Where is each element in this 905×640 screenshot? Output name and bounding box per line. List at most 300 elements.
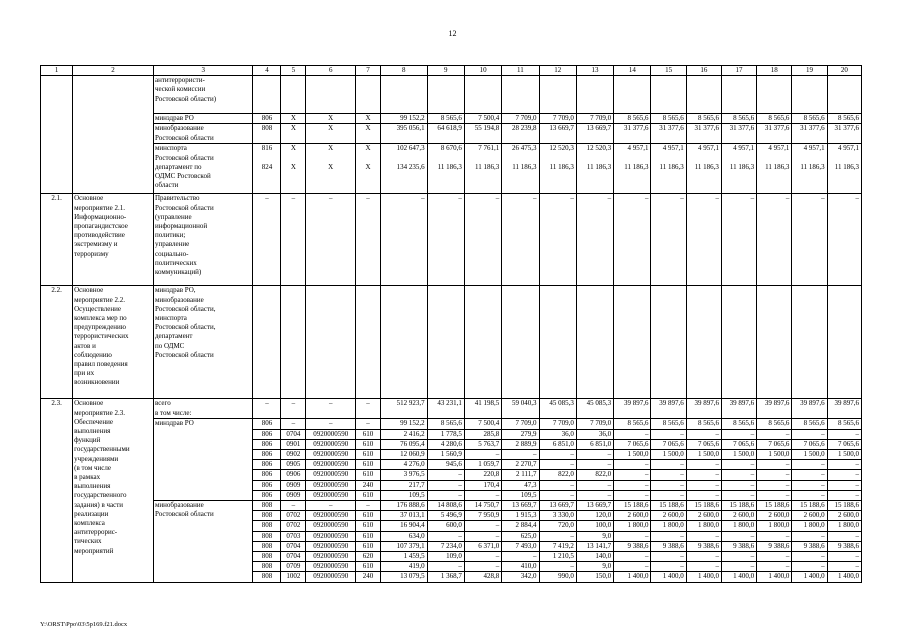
value-cell: 8 565,6 xyxy=(757,419,792,429)
empty-cell xyxy=(306,76,356,114)
empty-cell xyxy=(576,286,613,399)
text-line: минобразование xyxy=(154,124,204,133)
value-cell: 13 669,7 xyxy=(576,501,613,511)
text-line: экстремизму и xyxy=(74,240,118,249)
value-cell: 1 400,0 xyxy=(721,572,756,582)
executor-cell xyxy=(153,501,253,583)
measure-name xyxy=(73,399,154,582)
value-cell: 1 800,0 xyxy=(792,521,827,531)
value-cell: 100,0 xyxy=(576,521,613,531)
stacked-value: 4 957,1 xyxy=(697,144,719,153)
value-cell: – xyxy=(827,490,861,500)
value-cell: 1 915,3 xyxy=(502,511,539,521)
stacked-value: 4 957,1 xyxy=(627,144,649,153)
text-line: минобразование xyxy=(154,501,204,510)
text-line: Основное xyxy=(74,286,104,295)
value-cell: – xyxy=(651,194,686,286)
value-cell: 1 400,0 xyxy=(792,572,827,582)
stacked-value: 12 520,3 xyxy=(549,144,574,153)
value-cell: – xyxy=(721,470,756,480)
value-cell: 512 923,7 xyxy=(380,399,427,419)
text-line: социально- xyxy=(154,249,189,258)
empty-cell xyxy=(792,286,827,399)
value-cell: – xyxy=(356,419,381,429)
text-line: управление xyxy=(154,240,190,249)
value-cell: 0920000590 xyxy=(306,562,356,572)
value-cell: – xyxy=(539,460,576,470)
value-cell: – xyxy=(686,490,721,500)
value-cell: 634,0 xyxy=(380,531,427,541)
value-cell: 600,0 xyxy=(427,521,464,531)
value-cell: 240 xyxy=(356,572,381,582)
value-cell: – xyxy=(427,562,464,572)
column-header: 10 xyxy=(464,66,501,76)
text-line: области xyxy=(154,181,179,190)
value-cell: 220,8 xyxy=(464,470,501,480)
text-line: Ростовской области xyxy=(154,350,214,359)
value-cell: 808 xyxy=(253,562,281,572)
value-cell: 9 388,6 xyxy=(757,541,792,551)
value-cell: 610 xyxy=(356,541,381,551)
value-cell: 1002 xyxy=(281,572,306,582)
value-cell: – xyxy=(827,460,861,470)
value-cell: 15 188,6 xyxy=(686,501,721,511)
value-cell: 109,5 xyxy=(502,490,539,500)
value-cell: – xyxy=(614,460,651,470)
value-cell: 2 600,0 xyxy=(792,511,827,521)
value-cell: – xyxy=(792,429,827,439)
value-cell: 13 669,7 xyxy=(502,501,539,511)
value-cell: 7 950,9 xyxy=(464,511,501,521)
value-cell: 1 400,0 xyxy=(686,572,721,582)
text-line: Осуществление xyxy=(74,304,121,313)
spacer xyxy=(652,154,683,163)
text-line: тических xyxy=(74,537,102,546)
value-cell: 8 565,6 xyxy=(427,419,464,429)
text-line: антитеррорис- xyxy=(74,528,118,537)
value-cell xyxy=(253,144,281,194)
empty-cell xyxy=(281,286,306,399)
value-cell: 31 377,6 xyxy=(792,124,827,144)
value-cell: – xyxy=(827,552,861,562)
stacked-value: 4 957,1 xyxy=(838,144,859,153)
stacked-value: 824 xyxy=(261,162,273,171)
value-cell: 806 xyxy=(253,439,281,449)
value-cell: 99 152,2 xyxy=(380,419,427,429)
value-cell: 16 904,4 xyxy=(380,521,427,531)
value-cell xyxy=(757,144,792,194)
value-cell: 45 085,3 xyxy=(539,399,576,419)
value-cell: 2 600,0 xyxy=(686,511,721,521)
executor-cell xyxy=(153,76,253,114)
value-cell: – xyxy=(464,531,501,541)
value-cell: 2 600,0 xyxy=(651,511,686,521)
value-cell: 625,0 xyxy=(502,531,539,541)
value-cell: – xyxy=(757,194,792,286)
value-cell: 12 060,9 xyxy=(380,450,427,460)
value-cell: – xyxy=(281,501,306,511)
empty-cell xyxy=(356,76,381,114)
value-cell: 140,0 xyxy=(576,552,613,562)
value-cell: – xyxy=(651,470,686,480)
value-cell: – xyxy=(281,399,306,419)
value-cell: – xyxy=(427,480,464,490)
value-cell: 240 xyxy=(356,480,381,490)
value-cell: – xyxy=(281,194,306,286)
value-cell: 0920000590 xyxy=(306,460,356,470)
value-cell: – xyxy=(827,470,861,480)
value-cell: 0920000590 xyxy=(306,511,356,521)
value-cell: – xyxy=(576,490,613,500)
value-cell: 808 xyxy=(253,531,281,541)
column-header: 16 xyxy=(686,66,721,76)
value-cell: 1 800,0 xyxy=(614,521,651,531)
value-cell: 59 040,3 xyxy=(502,399,539,419)
value-cell: 808 xyxy=(253,124,281,144)
value-cell: 31 377,6 xyxy=(614,124,651,144)
value-cell: – xyxy=(757,480,792,490)
value-cell: 1 500,0 xyxy=(721,450,756,460)
executor-cell xyxy=(153,114,253,124)
value-cell: 822,0 xyxy=(576,470,613,480)
value-cell: 39 897,6 xyxy=(792,399,827,419)
value-cell xyxy=(686,144,721,194)
text-line: департамент xyxy=(154,332,193,341)
value-cell xyxy=(281,144,306,194)
column-header: 4 xyxy=(253,66,281,76)
value-cell: 7 065,6 xyxy=(792,439,827,449)
text-line: (в том числе xyxy=(74,463,111,472)
value-cell: 8 565,6 xyxy=(792,114,827,124)
value-cell: – xyxy=(464,490,501,500)
value-cell: – xyxy=(686,460,721,470)
value-cell: 808 xyxy=(253,521,281,531)
value-cell: 806 xyxy=(253,114,281,124)
value-cell: 15 188,6 xyxy=(721,501,756,511)
value-cell xyxy=(721,144,756,194)
value-cell: 4 276,0 xyxy=(380,460,427,470)
value-cell: – xyxy=(281,419,306,429)
value-cell: – xyxy=(651,552,686,562)
value-cell: – xyxy=(651,480,686,490)
value-cell: 3 976,5 xyxy=(380,470,427,480)
empty-cell xyxy=(427,286,464,399)
value-cell: 39 897,6 xyxy=(686,399,721,419)
value-cell: 2 600,0 xyxy=(827,511,861,521)
value-cell: – xyxy=(614,470,651,480)
value-cell: X xyxy=(281,114,306,124)
text-line: Обеспечение xyxy=(74,417,113,426)
value-cell: – xyxy=(464,521,501,531)
measure-name xyxy=(73,194,154,286)
text-line: департамент по xyxy=(154,162,202,171)
value-cell: 1 500,0 xyxy=(792,450,827,460)
value-cell: – xyxy=(576,480,613,490)
value-cell: – xyxy=(464,552,501,562)
value-cell: 9 388,6 xyxy=(651,541,686,551)
value-cell xyxy=(464,144,501,194)
value-cell: 428,8 xyxy=(464,572,501,582)
value-cell: 8 565,6 xyxy=(721,114,756,124)
text-line: минспорта xyxy=(154,144,187,153)
value-cell: 9 388,6 xyxy=(721,541,756,551)
value-cell: 9 388,6 xyxy=(686,541,721,551)
footer-path: Y:\ORST\Ppo\03\5p169.f21.docx xyxy=(40,621,128,628)
value-cell: – xyxy=(502,552,539,562)
text-line: терроризму xyxy=(74,249,109,258)
value-cell: 109,5 xyxy=(380,490,427,500)
text-line: ческой комиссии xyxy=(154,85,206,94)
value-cell: 285,8 xyxy=(464,429,501,439)
stacked-value: 816 xyxy=(261,144,273,153)
stacked-value: X xyxy=(290,144,296,153)
text-line: антитеррористи- xyxy=(154,76,205,85)
value-cell: 0920000590 xyxy=(306,480,356,490)
value-cell: – xyxy=(686,194,721,286)
value-cell: 1 400,0 xyxy=(651,572,686,582)
value-cell: 13 669,7 xyxy=(539,501,576,511)
value-cell: 0920000590 xyxy=(306,439,356,449)
stacked-value: 4 957,1 xyxy=(803,144,825,153)
empty-cell xyxy=(686,76,721,114)
value-cell: – xyxy=(792,194,827,286)
empty-cell xyxy=(614,76,651,114)
value-cell: 0704 xyxy=(281,429,306,439)
value-cell: 5 763,7 xyxy=(464,439,501,449)
empty-cell xyxy=(651,76,686,114)
value-cell: 0906 xyxy=(281,470,306,480)
value-cell: – xyxy=(792,562,827,572)
value-cell: 7 709,0 xyxy=(539,114,576,124)
value-cell: – xyxy=(576,460,613,470)
value-cell: 0920000590 xyxy=(306,470,356,480)
table-row xyxy=(41,194,862,286)
value-cell: 1 459,5 xyxy=(380,552,427,562)
value-cell: 1 500,0 xyxy=(686,450,721,460)
value-cell: 7 500,4 xyxy=(464,419,501,429)
table-row xyxy=(41,399,862,419)
text-line: Ростовской области) xyxy=(154,94,217,103)
empty-cell xyxy=(464,286,501,399)
text-line: Ростовской области xyxy=(154,133,214,142)
stacked-value: 7 761,1 xyxy=(478,144,500,153)
stacked-value: 4 957,1 xyxy=(662,144,684,153)
value-cell: 0704 xyxy=(281,541,306,551)
value-cell: – xyxy=(427,490,464,500)
value-cell: – xyxy=(757,490,792,500)
stacked-value: X xyxy=(328,144,334,153)
empty-cell xyxy=(721,286,756,399)
value-cell: 1 500,0 xyxy=(757,450,792,460)
value-cell: 7 065,6 xyxy=(757,439,792,449)
value-cell: – xyxy=(614,531,651,541)
text-line: политических xyxy=(154,258,197,267)
text-line: комплекса мер по xyxy=(74,314,127,323)
value-cell: – xyxy=(792,480,827,490)
value-cell: 808 xyxy=(253,572,281,582)
spacer xyxy=(541,154,574,163)
value-cell: 6 371,0 xyxy=(464,541,501,551)
value-cell: 1 800,0 xyxy=(757,521,792,531)
value-cell: 990,0 xyxy=(539,572,576,582)
value-cell: 31 377,6 xyxy=(651,124,686,144)
value-cell: 1 800,0 xyxy=(686,521,721,531)
value-cell: 342,0 xyxy=(502,572,539,582)
value-cell: 14 808,6 xyxy=(427,501,464,511)
text-line: задания) в части xyxy=(74,500,124,509)
value-cell: – xyxy=(427,194,464,286)
value-cell: 610 xyxy=(356,490,381,500)
value-cell: – xyxy=(576,450,613,460)
value-cell: – xyxy=(651,531,686,541)
spacer xyxy=(723,154,754,163)
column-header: 8 xyxy=(380,66,427,76)
spacer xyxy=(282,154,304,163)
value-cell: 610 xyxy=(356,511,381,521)
value-cell: – xyxy=(686,562,721,572)
measure-number: 2.1. xyxy=(41,194,73,286)
text-line: Ростовской области xyxy=(154,153,214,162)
value-cell: – xyxy=(792,531,827,541)
value-cell: 39 897,6 xyxy=(651,399,686,419)
value-cell: 610 xyxy=(356,531,381,541)
empty-cell xyxy=(281,76,306,114)
stacked-value: 4 957,1 xyxy=(733,144,755,153)
text-line: информационной xyxy=(154,222,208,231)
value-cell: – xyxy=(792,470,827,480)
stacked-value: 11 186,3 xyxy=(834,162,859,171)
text-line: предупреждению xyxy=(74,323,127,332)
value-cell: – xyxy=(686,480,721,490)
value-cell: – xyxy=(614,194,651,286)
stacked-value: 11 186,3 xyxy=(765,162,790,171)
value-cell: 610 xyxy=(356,429,381,439)
value-cell: 610 xyxy=(356,470,381,480)
value-cell: 9 388,6 xyxy=(792,541,827,551)
value-cell: 822,0 xyxy=(539,470,576,480)
stacked-value: X xyxy=(365,144,371,153)
empty-cell xyxy=(757,76,792,114)
value-cell: 0920000590 xyxy=(306,531,356,541)
value-cell xyxy=(576,144,613,194)
column-header: 13 xyxy=(576,66,613,76)
empty-cell xyxy=(576,76,613,114)
value-cell: 0909 xyxy=(281,490,306,500)
value-cell: – xyxy=(356,194,381,286)
value-cell: 150,0 xyxy=(576,572,613,582)
value-cell: – xyxy=(614,429,651,439)
value-cell: 7 065,6 xyxy=(651,439,686,449)
column-header: 12 xyxy=(539,66,576,76)
empty-cell xyxy=(539,286,576,399)
value-cell: X xyxy=(281,124,306,144)
text-line: комплекса xyxy=(74,519,105,528)
value-cell: – xyxy=(651,429,686,439)
value-cell: X xyxy=(306,114,356,124)
value-cell: 4 280,6 xyxy=(427,439,464,449)
text-line: выполнения xyxy=(74,482,111,491)
spacer xyxy=(758,154,789,163)
value-cell: – xyxy=(539,562,576,572)
value-cell: 7 709,0 xyxy=(576,114,613,124)
value-cell: – xyxy=(721,552,756,562)
value-cell: 7 709,0 xyxy=(539,419,576,429)
text-line: возникновении xyxy=(74,378,120,387)
value-cell: 808 xyxy=(253,511,281,521)
value-cell: – xyxy=(757,552,792,562)
spacer xyxy=(357,154,379,163)
executor-cell: минздрав РО xyxy=(153,419,253,501)
value-cell: – xyxy=(827,531,861,541)
text-line: при их xyxy=(74,369,95,378)
text-line: террористических xyxy=(74,332,129,341)
text-line: мероприятие 2.1. xyxy=(74,203,126,212)
value-cell: 9,0 xyxy=(576,531,613,541)
value-cell: – xyxy=(721,531,756,541)
text-line: государственного xyxy=(74,491,127,500)
executor-cell xyxy=(153,399,253,419)
value-cell: X xyxy=(356,114,381,124)
value-cell: – xyxy=(721,460,756,470)
value-cell: – xyxy=(614,490,651,500)
value-cell: 0709 xyxy=(281,562,306,572)
value-cell: – xyxy=(614,552,651,562)
value-cell xyxy=(651,144,686,194)
empty-cell xyxy=(502,286,539,399)
spacer xyxy=(307,154,354,163)
column-header: 15 xyxy=(651,66,686,76)
value-cell: 8 565,6 xyxy=(686,114,721,124)
value-cell: 0909 xyxy=(281,480,306,490)
value-cell: 0902 xyxy=(281,450,306,460)
table-row xyxy=(41,76,862,114)
value-cell: – xyxy=(502,450,539,460)
stacked-value: 11 186,3 xyxy=(586,162,612,171)
value-cell: 0901 xyxy=(281,439,306,449)
value-cell: 8 565,6 xyxy=(827,114,861,124)
value-cell: 1 800,0 xyxy=(651,521,686,531)
spacer xyxy=(829,154,859,163)
value-cell: – xyxy=(253,194,281,286)
value-cell: 217,7 xyxy=(380,480,427,490)
empty-cell xyxy=(306,286,356,399)
value-cell: 170,4 xyxy=(464,480,501,490)
value-cell: 0920000590 xyxy=(306,429,356,439)
value-cell: 610 xyxy=(356,450,381,460)
value-cell: – xyxy=(721,194,756,286)
page-number: 12 xyxy=(448,29,457,38)
value-cell: 2 600,0 xyxy=(757,511,792,521)
table-row xyxy=(41,124,862,144)
value-cell: 55 194,8 xyxy=(464,124,501,144)
value-cell: 1 400,0 xyxy=(827,572,861,582)
text-line: в том числе: xyxy=(154,408,192,417)
text-line: противодействие xyxy=(74,231,125,240)
value-cell: 1 059,7 xyxy=(464,460,501,470)
stacked-value: 11 186,3 xyxy=(729,162,755,171)
text-line: минздрав РО, xyxy=(154,286,196,295)
value-cell: 279,9 xyxy=(502,429,539,439)
text-line: мероприятие 2.3. xyxy=(74,408,126,417)
value-cell: 31 377,6 xyxy=(721,124,756,144)
value-cell: 31 377,6 xyxy=(757,124,792,144)
value-cell: – xyxy=(502,194,539,286)
value-cell: 39 897,6 xyxy=(614,399,651,419)
value-cell: 109,0 xyxy=(427,552,464,562)
value-cell: 0920000590 xyxy=(306,541,356,551)
value-cell: – xyxy=(539,531,576,541)
value-cell: – xyxy=(827,429,861,439)
